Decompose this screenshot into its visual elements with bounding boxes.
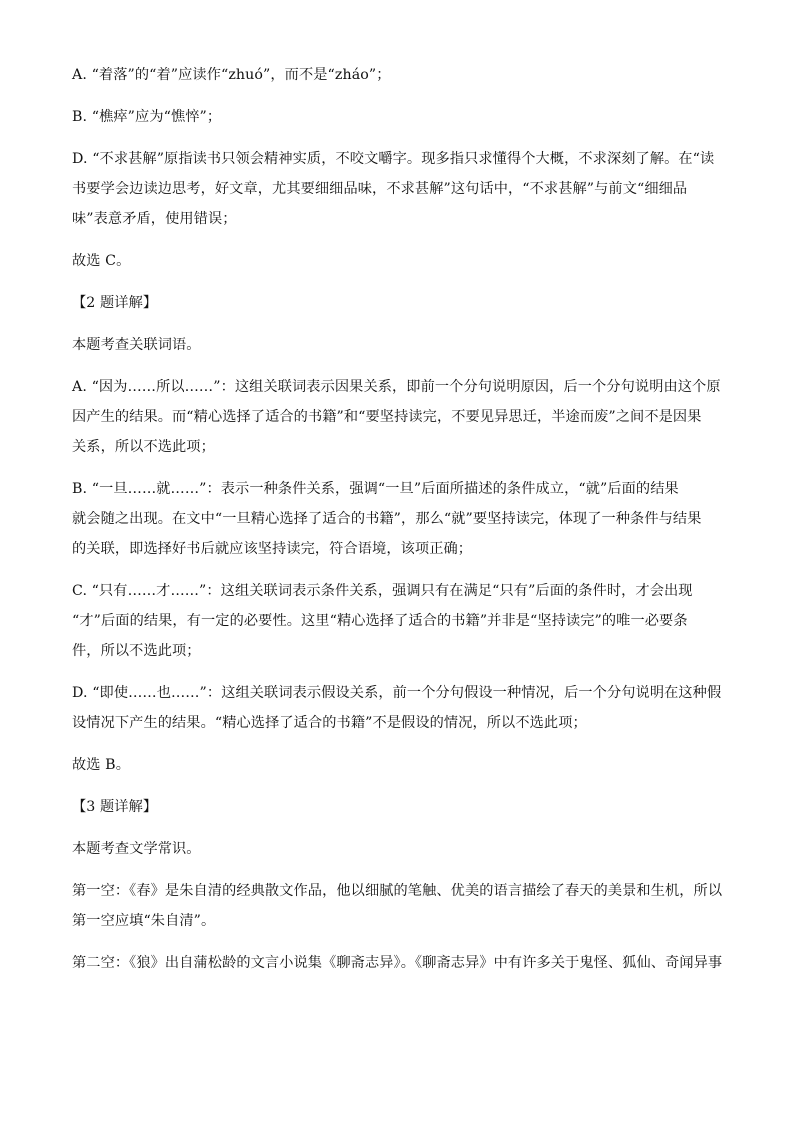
text-line: 【3 题详解】 [72, 799, 158, 815]
intro-text-3 [72, 834, 724, 864]
option-d-analysis [72, 678, 724, 738]
intro-text-2 [72, 330, 724, 360]
option-d-text [72, 144, 724, 234]
document-page [72, 60, 724, 990]
option-c-analysis [72, 576, 724, 666]
text-line: A. “着落”的“着”应读作“zhuó”，而不是“zháo”； [72, 67, 391, 83]
text-line: D. “不求甚解”原指读书只领会精神实质，不咬文嚼字。现多指只求懂得个大概，不求深刻了解。在“读 [72, 151, 715, 167]
blank-one-text [72, 876, 724, 936]
section-heading-2 [72, 288, 724, 318]
blank-two-text [72, 948, 724, 978]
section-heading-3 [72, 792, 724, 822]
text-line: 故选 C。 [72, 253, 131, 269]
text-line: 本题考查关联词语。 [72, 337, 201, 353]
option-b-text [72, 102, 724, 132]
option-b-analysis [72, 474, 724, 564]
text-line: 设情况下产生的结果。“精心选择了适合的书籍”不是假设的情况，所以不选此项； [72, 715, 587, 731]
answer-c [72, 246, 724, 276]
text-line: 书要学会边读边思考，好文章，尤其要细细品味，不求甚解”这句话中，“不求甚解”与前文“细细品 [72, 181, 688, 197]
text-line: 因产生的结果。而“精心选择了适合的书籍”和“要坚持读完，不要见异思迁，半途而废”之间不是因果 [72, 409, 702, 425]
text-line: 的关联，即选择好书后就应该坚持读完，符合语境，该项正确； [72, 541, 473, 557]
text-line: 【2 题详解】 [72, 295, 158, 311]
text-line: B. “樵瘁”应为“憔悴”； [72, 109, 222, 125]
answer-b [72, 750, 724, 780]
option-a-text [72, 60, 724, 90]
text-line: 就会随之出现。在文中“一旦精心选择了适合的书籍”，那么“就”要坚持读完，体现了一种条件与结果 [72, 511, 702, 527]
option-a-analysis [72, 372, 724, 462]
text-line: 第二空：《狼》出自蒲松龄的文言小说集《聊斋志异》。《聊斋志异》中有许多关于鬼怪、狐仙、奇闻异事 [72, 955, 723, 971]
text-line: 故选 B。 [72, 757, 130, 773]
text-line: C. “只有……才……”：这组关联词表示条件关系，强调只有在满足“只有”后面的条件时，才会出现 [72, 583, 693, 599]
text-line: B. “一旦……就……”：表示一种条件关系，强调“一旦”后面所描述的条件成立，“就”后面的结果 [72, 481, 679, 497]
text-line: D. “即使……也……”：这组关联词表示假设关系，前一个分句假设一种情况，后一个分句说明在这种假 [72, 685, 722, 701]
text-line: 本题考查文学常识。 [72, 841, 201, 857]
text-line: 件，所以不选此项； [72, 643, 201, 659]
text-line: 关系，所以不选此项； [72, 439, 215, 455]
text-line: 第一空应填“朱自清”。 [72, 913, 216, 929]
text-line: A. “因为……所以……”：这组关联词表示因果关系，即前一个分句说明原因，后一个分句说明由这个原 [72, 379, 721, 395]
text-line: 味”表意矛盾，使用错误； [72, 211, 237, 227]
text-line: “才”后面的结果，有一定的必要性。这里“精心选择了适合的书籍”并非是“坚持读完”的唯一必要条 [72, 613, 688, 629]
text-line: 第一空：《春》是朱自清的经典散文作品，他以细腻的笔触、优美的语言描绘了春天的美景和生机，所以 [72, 883, 723, 899]
